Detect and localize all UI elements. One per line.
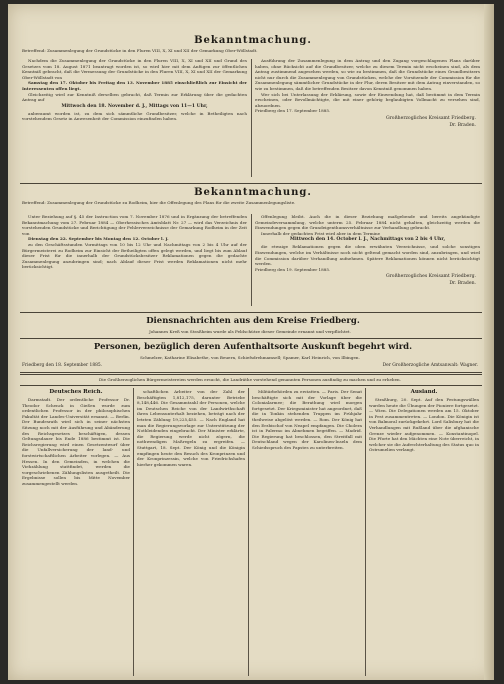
notice-2-para-2: zu den Geschäftsstunden Vormittags von 10 bis 12 Uhr und Nachmittags von 2 bis 4 Uhr auf der Bürgermeisterei zu Rodheim zur Einsicht der Betheiligten offen gelegt werden, und liegt bis zum Ablauf dieser Frist für die innerhalb der Grundstücksbesitzer Reklamationen gegen die gedachte Zusammenlegung anzubringen sind; nach Ablauf dieser Frist werden Reklamationen nicht mehr berücksichtigt.: [22, 241, 247, 270]
newspaper-page: [8, 4, 494, 680]
column-4-title: Ausland.: [410, 389, 438, 395]
notice-1-para-2: Gleichzeitig wird zur Kenntniß derselben gebracht, daß Termin zur Erklärung über die gedachten Antrag auf: [22, 91, 247, 103]
dienst-title: Diensnachrichten aus dem Kreise Friedberg.: [146, 316, 360, 326]
column-3-text: Militärbehörden zu erstatten. — Paris. Der Senat beschäftigte sich mit der Vorlage über die Colonialarmee; die Berathung wird morgen fortgesetzt. Der Kriegsminister hat angeordnet, daß die in Tonkin stehenden Truppen im Frühjahr theilweise abgelöst werden. — Rom. Der König hat den Erzbischof von Neapel empfangen. Die Cholera ist in Palermo im Abnehmen begriffen. — Madrid. Die Regierung hat beschlossen, den Streitfall mit Deutschland wegen der Karolinen-Inseln dem Schiedsspruch des Papstes zu unterbreiten.: [252, 389, 362, 450]
notice-2-termin: Mittwoch den 14. October l. J., Nachmittags von 2 bis 4 Uhr,: [289, 237, 446, 243]
column-2: [137, 389, 245, 676]
column-4: [369, 389, 479, 676]
notice-1-right-column: [255, 58, 480, 180]
notice-1-right-para-1: Ausführung der Zusammenlegung in dem Antrag und den Zugang vorgeschlagenen Plans darüber haben, ohne Rücksicht auf die Grundbesitzer, welche zu diesem Termin nicht erscheinen sind, als dem Antrag zustimmend angesehen werden, so wie zu bestimmen, daß die Grundstücke eines Grundbesitzers nicht nur durch die Zusammenlegung von Grundstücken, welche der Vorsitzende der Commission für die Zusammenlegung sämmtlicher Grundstücke in der Flur, deren Besitzer mit dem Antrag einverstanden, so wie zu bestimmen, daß die betreffenden Besitzer davon Kenntniß genommen haben.: [255, 58, 480, 91]
column-3: [252, 389, 362, 676]
personen-date: Friedberg den 18. September 1885.: [22, 363, 103, 368]
column-2-text: schaftlichen Arbeiter von der Zahl der Beschäftigten 1,812,175, darunter Betriebe 8,148,446. Die Gesammtzahl der Personen, welche im Deutschen Reiche von der Landwirthschaft ihren Lebensunterhalt beziehen, beträgt nach der letzten Zählung 19,225,455. — Nach England hat man die Regierungsvorlage zur Unterstützung der Nothleidenden eingebracht. Der Minister erklärte, die Regierung werde nicht zögern, die nothwendigen Maßregeln zu ergreifen. — Stuttgart, 18. Sept. Der König und die Königin empfingen heute den Besuch des Kronprinzen und der Kronprinzessin, welche von Friedrichshafen hierher gekommen waren.: [137, 389, 245, 467]
personen-office: Der Großherzogliche Amtsanwalt: Wagner.: [382, 363, 478, 368]
notice-1-betreff: Betreffend: Zusammenlegung der Grundstücke in den Fluren VIII, X, XI und XII der Gemarkung Ober-Wöllstadt.: [22, 48, 258, 53]
notice-2-para-1: Unter Beziehung auf §. 45 der Instruction vom 7. November 1876 und in Ergänzung der betreffenden Bekanntmachung vom 27. Februar 1884 — Oberhessisches Amtsblatt Nr. 27 — wird das Verzeichnis der vorstehenden Grundstücke und Berichtigung der Fehlerverzeichnisse der Gemarkung Rodheim in der Zeit von: [22, 214, 247, 236]
notice-strip: Die Großherzoglichen Bürgermeistereien werden ersucht, die Landräthe vorstehend genannten Personen ausfindig zu machen und zu erheben.: [99, 377, 401, 382]
notice-2-signature: Dr. Braden.: [449, 281, 476, 287]
notice-2-office: Großherzogliches Kreisamt Friedberg.: [385, 274, 476, 280]
dienst-text: Johannes Kreß von Straßheim wurde als Feldschütze dieser Gemeinde ernannt und verpflichtet.: [149, 329, 351, 334]
notice-1-office: Großherzogliches Kreisamt Friedberg.: [385, 115, 476, 121]
notice-2-title: Bekanntmachung.: [194, 187, 312, 198]
notice-1-title: Bekanntmachung.: [194, 35, 312, 46]
notice-2-right-para-3: die etwaige Reklamationen gegen die oben erwähnten Verzeichnisse, und solche sonstigen Einwendungen, welche im Verhältnisse noch nicht geltend gemacht worden sind, anzubringen, und wird die Commission darüber Verhandlung aufnehmen. Spätere Reklamationen können nicht berücksichtigt werden.: [255, 244, 480, 267]
notice-1-para-3: anberaumt worden ist, zu dem sich sämmtliche Grundbesitzer, welche in Betheiligten nach vorstehendem Gesetz in Anwesenheit der Commission einzufinden haben.: [22, 110, 247, 122]
column-1-title: Deutsches Reich.: [49, 389, 103, 395]
notice-1-right-para-2: Wer sich bei Unterlassung der Erklärung, sowie der Einwendung hat, daß bestimmt in dem Termin erscheinen, oder Bevollmächtigte, die mit einer gehörig beglaubigten Vollmacht zu versehen sind, abzuordnen.: [255, 91, 480, 108]
notice-1-para-1: Nachdem die Zusammenlegung der Grundstücke in den Fluren VIII, X, XI und XII und Grund des Gesetzes vom 18. August 1871 beantragt worden ist, so wird hier mit dem Anfügen zur öffentlichen Kenntniß gebracht, daß die Vermessung der Grundstücke in den Fluren VIII, X, XI und XII der Gemarkung Ober-Wöllstadt von: [22, 58, 247, 80]
notice-1-left-column: [22, 58, 247, 180]
notice-2-right-para-2: Innerhalb der gedachten Frist wird aber in dem Termine: [261, 230, 381, 236]
notice-2-right-column: [255, 214, 480, 309]
notice-1-dates: Samstag den 17. Oktober bis Freitag den 13. November 1885 einschließlich zur Einsicht der Interessenten offen liegt.: [22, 80, 247, 91]
notice-2-date: Friedberg den 19. September 1885.: [255, 266, 331, 272]
column-1: [22, 389, 130, 676]
notice-2-right-para-1: Offenlegung bleibt. Auch die in dieser Beziehung maßgebende und bereits angekündigte Gemeindeversammlung, welche unterm 25. Februar 1884 nicht gehalten, gleichzeitig werden die Einwendungen gegen die Grundeigenthumsverhältnisse zur Verhandlung gebracht.: [255, 214, 480, 231]
column-1-text: Darmstadt. Der ordentliche Professor Dr. Theodor Schenck in Gießen wurde zum ordentlichen Professor in der philosophischen Fakultät der Landes-Universität ernannt. — Berlin. Der Bundesrath wird sich in seiner nächsten Sitzung noch mit der Ausführung und Abänderung des Reichsgesetzes beschäftigen, dessen Geltungsdauer bis Ende 1886 bestimmt ist. Die Reichsregierung wird einen Gesetzentwurf über die Unfallversicherung der land- und forstwirtschaftlichen Arbeiter vorlegen. — Aus Hessen. In den Gemeinden, in welchen die Viehzählung stattfindet, werden die vorgeschriebenen Zählungslisten ausgetheilt. Die Ergebnisse sollen bis Mitte November zusammengestellt werden.: [22, 397, 130, 486]
notice-2-betreff: Betreffend: Zusammenlegung der Grundstücke zu Rodheim, hier die Offenlegung des Plans für die zweite Zusammenlegungsliste.: [22, 200, 296, 205]
personen-text: Schmelzer, Katharine Elisabethe, von Beuern, Schiefsdrehmamsell; Spamer, Karl Heinrich, von Ilbingen.: [140, 355, 360, 360]
notice-2-dates: Dienstag den 22. September bis Montag den 12. October l. J.: [28, 236, 169, 242]
page-edge: [484, 4, 494, 680]
column-4-text: Straßburg, 20. Sept. Auf den Festungswällen wurden heute die Übungen der Pioniere fortgesetzt. — Wien. Die Delegationen werden am 15. Oktober in Pest zusammentreten. — London. Die Königin ist von Balmoral zurückgekehrt. Lord Salisbury hat die Verhandlungen mit Rußland über die afghanische Grenze wieder aufgenommen. — Konstantinopel. Die Pforte hat den Mächten eine Note überreicht, in welcher sie die Aufrechterhaltung des Status quo in Ostrumelien verlangt.: [369, 397, 479, 453]
notice-1-termin: Mittwoch den 18. November d. J., Mittags von 11—1 Uhr,: [61, 103, 208, 109]
personen-signature-line: [22, 363, 478, 369]
notice-1-signature: Dr. Braden.: [449, 122, 476, 128]
notice-1-date: Friedberg den 17. September 1885.: [255, 108, 331, 114]
notice-2-left-column: [22, 214, 247, 309]
personen-title: Personen, bezüglich deren Aufenthaltsorte Auskunft begehrt wird.: [93, 342, 413, 352]
